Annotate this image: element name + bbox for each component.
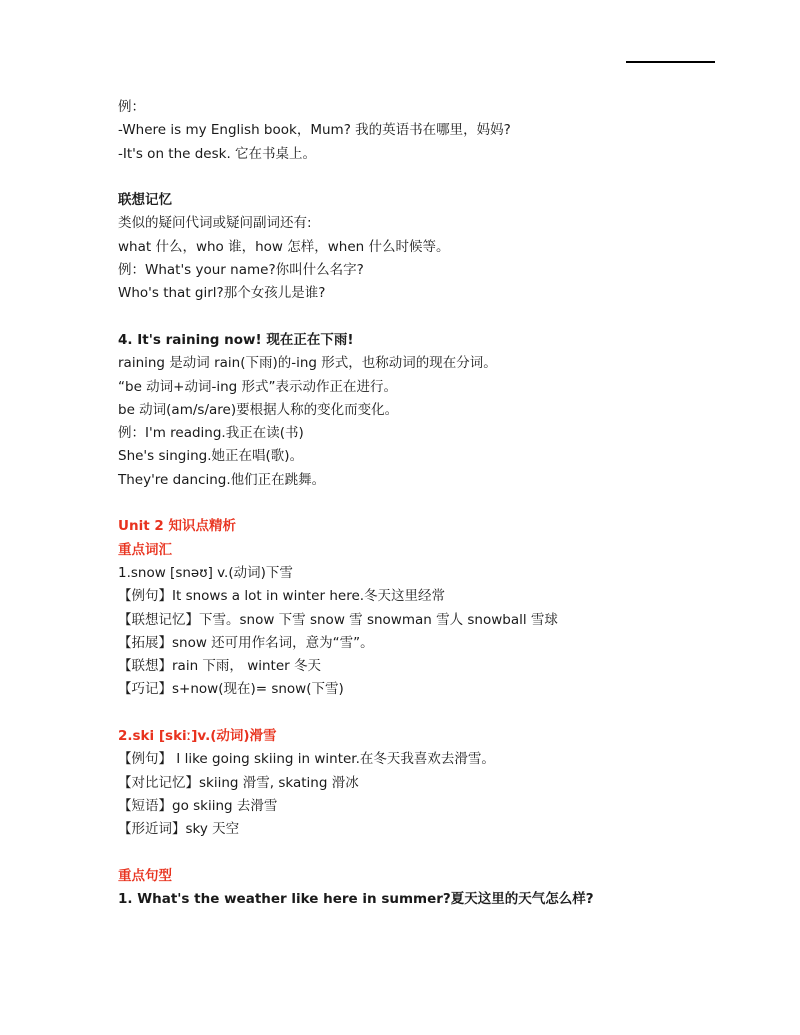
text-line: 例：I'm reading.我正在读(书) (118, 425, 304, 442)
text-line: 【联想】rain 下雨， winter 冬天 (118, 658, 322, 675)
vocab-entry-ski: 2.ski [skiː]v.(动词)滑雪 (118, 728, 277, 745)
sentence-pattern-1: 1. What's the weather like here in summer?夏天这里的天气怎么样? (118, 891, 594, 908)
document-body (118, 96, 738, 911)
text-line: 【短语】go skiing 去滑雪 (118, 797, 278, 814)
spacer (118, 702, 738, 725)
text-line: what 什么，who 谁，how 怎样，when 什么时候等。 (118, 238, 450, 255)
spacer (118, 842, 738, 865)
text-line: 【例句】 I like going skiing in winter.在冬天我喜欢去滑雪。 (118, 751, 495, 768)
text-line: 【例句】It snows a lot in winter here.冬天这里经常 (118, 588, 446, 605)
text-line: They're dancing.他们正在跳舞。 (118, 471, 326, 488)
section-heading-raining: 4. It's raining now! 现在正在下雨! (118, 331, 354, 348)
sentence-patterns-heading: 重点句型 (118, 867, 172, 884)
section-heading-association: 联想记忆 (118, 192, 172, 209)
text-line: 【拓展】snow 还可用作名词，意为“雪”。 (118, 634, 374, 651)
text-line: Who's that girl?那个女孩儿是谁? (118, 285, 326, 302)
text-line: raining 是动词 rain(下雨)的-ing 形式，也称动词的现在分词。 (118, 355, 497, 372)
unit-heading: Unit 2 知识点精析 (118, 518, 236, 535)
example-answer: -It's on the desk. 它在书桌上。 (118, 145, 317, 162)
spacer (118, 306, 738, 329)
text-line: 例：What's your name?你叫什么名字? (118, 262, 364, 279)
vocab-subheading: 重点词汇 (118, 541, 172, 558)
text-line: She's singing.她正在唱(歌)。 (118, 448, 304, 465)
text-line: “be 动词+动词-ing 形式”表示动作正在进行。 (118, 378, 398, 395)
text-line: 【对比记忆】skiing 滑雪, skating 滑冰 (118, 774, 359, 791)
header-rule (626, 61, 715, 63)
vocab-entry-snow: 1.snow [snəʊ] v.(动词)下雪 (118, 564, 293, 581)
spacer (118, 166, 738, 189)
text-line: be 动词(am/s/are)要根据人称的变化而变化。 (118, 401, 399, 418)
example-label: 例： (118, 99, 145, 115)
spacer (118, 492, 738, 515)
text-line: 【形近词】sky 天空 (118, 821, 240, 838)
text-line: 类似的疑问代词或疑问副词还有: (118, 215, 312, 232)
example-question: -Where is my English book，Mum? 我的英语书在哪里，妈妈? (118, 122, 511, 139)
text-line: 【巧记】s+now(现在)= snow(下雪) (118, 681, 344, 698)
text-line: 【联想记忆】下雪。snow 下雪 snow 雪 snowman 雪人 snowball 雪球 (118, 611, 558, 628)
